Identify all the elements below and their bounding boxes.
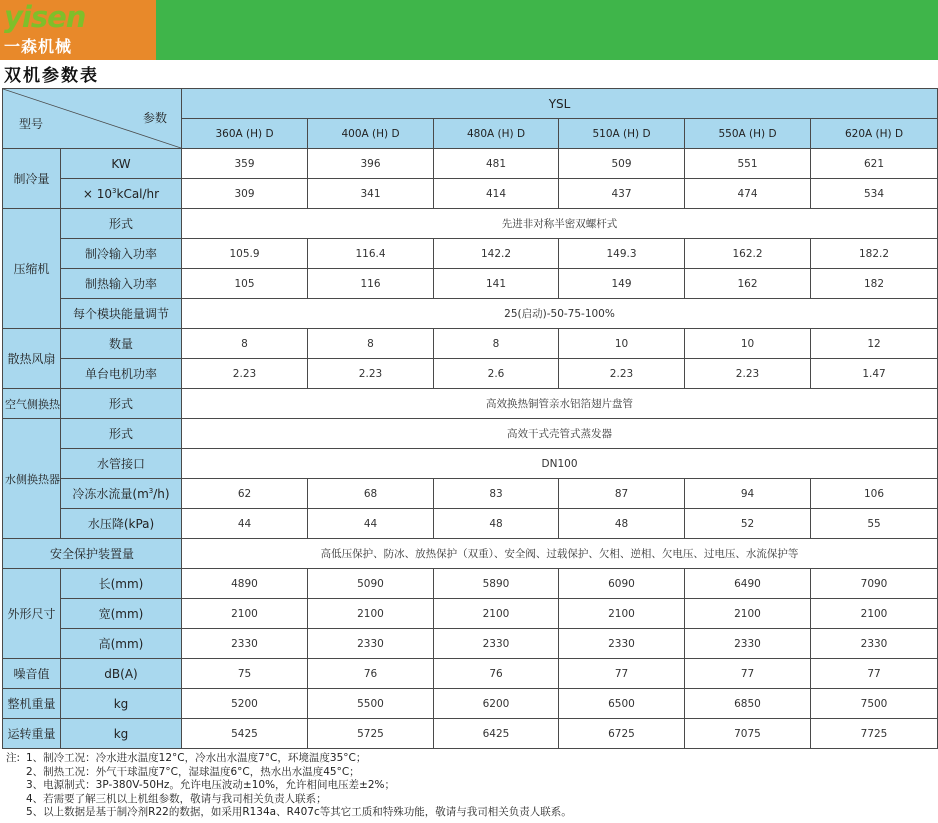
value-cell: 182 xyxy=(811,269,938,299)
value-cell: 534 xyxy=(811,179,938,209)
value-cell-merged: 先进非对称半密双螺杆式 xyxy=(182,209,938,239)
table-row xyxy=(3,539,938,569)
value-cell: 2.23 xyxy=(559,359,685,389)
value-cell: 2330 xyxy=(308,629,434,659)
table-header-row xyxy=(3,89,938,119)
param-cell: 制冷输入功率 xyxy=(61,239,182,269)
param-cell xyxy=(61,479,182,509)
brand-logo xyxy=(0,0,156,60)
table-row xyxy=(3,719,938,749)
table-row xyxy=(3,689,938,719)
category-cell: 安全保护装置量 xyxy=(3,539,182,569)
value-cell: 2100 xyxy=(685,599,811,629)
category-cell: 外形尺寸 xyxy=(3,569,61,659)
value-cell: 44 xyxy=(182,509,308,539)
header-banner xyxy=(0,0,938,60)
value-cell: 6490 xyxy=(685,569,811,599)
value-cell: 182.2 xyxy=(811,239,938,269)
param-label-part: 冷冻水流量(m xyxy=(72,487,149,501)
banner-green-bar xyxy=(156,0,938,60)
param-label-part: × 10 xyxy=(82,186,113,201)
value-cell: 6425 xyxy=(434,719,559,749)
param-cell: kg xyxy=(61,689,182,719)
param-cell: 制热输入功率 xyxy=(61,269,182,299)
category-cell: 散热风扇 xyxy=(3,329,61,389)
note-text: 5、以上数据是基于制冷剂R22的数据，如采用R134a、R407c等其它工质和特殊功能，敬请与我司相关负责人联系。 xyxy=(26,806,572,819)
param-cell: 宽(mm) xyxy=(61,599,182,629)
note-text: 4、若需要了解三机以上机组参数，敬请与我司相关负责人联系； xyxy=(26,792,327,805)
table-row xyxy=(3,359,938,389)
value-cell: 5890 xyxy=(434,569,559,599)
note-line xyxy=(6,766,572,780)
table-row xyxy=(3,389,938,419)
value-cell: 359 xyxy=(182,149,308,179)
param-cell: 高(mm) xyxy=(61,629,182,659)
table-row xyxy=(3,419,938,449)
value-cell: 149 xyxy=(559,269,685,299)
value-cell-merged: 25(启动)-50-75-100% xyxy=(182,299,938,329)
table-row xyxy=(3,269,938,299)
value-cell: 396 xyxy=(308,149,434,179)
value-cell: 116.4 xyxy=(308,239,434,269)
value-cell: 2100 xyxy=(811,599,938,629)
param-cell: 形式 xyxy=(61,419,182,449)
model-header: 480A (H) D xyxy=(434,119,559,149)
value-cell: 2100 xyxy=(308,599,434,629)
value-cell: 149.3 xyxy=(559,239,685,269)
spec-table xyxy=(2,88,938,749)
value-cell: 77 xyxy=(685,659,811,689)
table-row xyxy=(3,509,938,539)
value-cell: 2330 xyxy=(434,629,559,659)
value-cell: 87 xyxy=(559,479,685,509)
value-cell: 48 xyxy=(559,509,685,539)
series-header: YSL xyxy=(182,89,938,119)
table-row xyxy=(3,239,938,269)
category-cell: 整机重量 xyxy=(3,689,61,719)
value-cell: 2330 xyxy=(811,629,938,659)
table-row xyxy=(3,659,938,689)
note-line xyxy=(6,752,572,766)
value-cell: 2330 xyxy=(559,629,685,659)
value-cell: 2100 xyxy=(559,599,685,629)
model-header: 400A (H) D xyxy=(308,119,434,149)
category-cell: 制冷量 xyxy=(3,149,61,209)
value-cell: 621 xyxy=(811,149,938,179)
value-cell: 5725 xyxy=(308,719,434,749)
model-header: 620A (H) D xyxy=(811,119,938,149)
value-cell: 162.2 xyxy=(685,239,811,269)
table-row xyxy=(3,209,938,239)
table-row xyxy=(3,179,938,209)
table-row xyxy=(3,479,938,509)
value-cell: 105 xyxy=(182,269,308,299)
value-cell: 52 xyxy=(685,509,811,539)
param-cell: 长(mm) xyxy=(61,569,182,599)
table-row xyxy=(3,569,938,599)
value-cell: 6850 xyxy=(685,689,811,719)
value-cell: 437 xyxy=(559,179,685,209)
param-label-part: /h) xyxy=(153,487,170,501)
table-row xyxy=(3,299,938,329)
table-row xyxy=(3,449,938,479)
param-cell: KW xyxy=(61,149,182,179)
value-cell: 414 xyxy=(434,179,559,209)
param-label-part: kCal/hr xyxy=(116,186,160,201)
table-row xyxy=(3,599,938,629)
value-cell-merged: 高效换热铜管亲水铝箔翅片盘管 xyxy=(182,389,938,419)
value-cell: 162 xyxy=(685,269,811,299)
value-cell: 2330 xyxy=(182,629,308,659)
value-cell: 76 xyxy=(434,659,559,689)
param-cell: 形式 xyxy=(61,389,182,419)
category-cell: 水侧换热器 xyxy=(3,419,61,539)
value-cell: 77 xyxy=(811,659,938,689)
value-cell: 509 xyxy=(559,149,685,179)
value-cell: 6200 xyxy=(434,689,559,719)
value-cell: 5200 xyxy=(182,689,308,719)
superscript: 3 xyxy=(112,186,117,195)
value-cell: 2.23 xyxy=(182,359,308,389)
value-cell: 7725 xyxy=(811,719,938,749)
value-cell-merged: DN100 xyxy=(182,449,938,479)
value-cell: 48 xyxy=(434,509,559,539)
value-cell: 2100 xyxy=(434,599,559,629)
value-cell: 77 xyxy=(559,659,685,689)
value-cell-merged: 高效干式壳管式蒸发器 xyxy=(182,419,938,449)
value-cell: 7090 xyxy=(811,569,938,599)
value-cell: 6500 xyxy=(559,689,685,719)
note-line xyxy=(6,793,572,807)
value-cell: 7500 xyxy=(811,689,938,719)
corner-header-cell xyxy=(3,89,182,149)
page-title: 双机参数表 xyxy=(4,66,99,86)
param-cell: 形式 xyxy=(61,209,182,239)
value-cell: 8 xyxy=(308,329,434,359)
value-cell: 481 xyxy=(434,149,559,179)
superscript: 3 xyxy=(148,487,154,495)
table-row xyxy=(3,329,938,359)
value-cell: 474 xyxy=(685,179,811,209)
notes-section xyxy=(6,752,572,820)
value-cell: 8 xyxy=(182,329,308,359)
value-cell: 44 xyxy=(308,509,434,539)
value-cell: 76 xyxy=(308,659,434,689)
value-cell: 2.23 xyxy=(308,359,434,389)
corner-label-model: 型号 xyxy=(19,117,44,131)
value-cell: 2.6 xyxy=(434,359,559,389)
brand-logo-chinese: 一森机械 xyxy=(4,37,73,56)
category-cell: 噪音值 xyxy=(3,659,61,689)
param-cell xyxy=(61,179,182,209)
model-header: 510A (H) D xyxy=(559,119,685,149)
value-cell: 105.9 xyxy=(182,239,308,269)
value-cell: 10 xyxy=(685,329,811,359)
value-cell: 10 xyxy=(559,329,685,359)
value-cell: 8 xyxy=(434,329,559,359)
value-cell: 94 xyxy=(685,479,811,509)
model-header: 360A (H) D xyxy=(182,119,308,149)
param-cell: kg xyxy=(61,719,182,749)
value-cell: 5425 xyxy=(182,719,308,749)
note-text: 2、制热工况：外气干球温度7°C，湿球温度6°C，热水出水温度45°C； xyxy=(26,765,360,778)
param-cell: dB(A) xyxy=(61,659,182,689)
model-header: 550A (H) D xyxy=(685,119,811,149)
value-cell: 551 xyxy=(685,149,811,179)
value-cell: 75 xyxy=(182,659,308,689)
value-cell: 106 xyxy=(811,479,938,509)
value-cell: 2330 xyxy=(685,629,811,659)
value-cell: 12 xyxy=(811,329,938,359)
value-cell: 142.2 xyxy=(434,239,559,269)
table-row xyxy=(3,149,938,179)
value-cell: 141 xyxy=(434,269,559,299)
value-cell: 4890 xyxy=(182,569,308,599)
notes-prefix: 注: xyxy=(6,752,21,764)
param-cell: 数量 xyxy=(61,329,182,359)
param-cell: 水压降(kPa) xyxy=(61,509,182,539)
category-cell: 运转重量 xyxy=(3,719,61,749)
value-cell: 116 xyxy=(308,269,434,299)
value-cell: 341 xyxy=(308,179,434,209)
table-row xyxy=(3,629,938,659)
value-cell-merged: 高低压保护、防冰、放热保护（双重）、安全阀、过载保护、欠相、逆相、欠电压、过电压、水流保护等 xyxy=(182,539,938,569)
param-cell: 水管接口 xyxy=(61,449,182,479)
brand-logo-latin: yisen xyxy=(4,0,86,34)
param-cell: 单台电机功率 xyxy=(61,359,182,389)
note-line xyxy=(6,779,572,793)
param-cell: 每个模块能量调节 xyxy=(61,299,182,329)
value-cell: 5090 xyxy=(308,569,434,599)
note-line xyxy=(6,806,572,820)
value-cell: 62 xyxy=(182,479,308,509)
value-cell: 5500 xyxy=(308,689,434,719)
category-cell: 空气侧换热 xyxy=(3,389,61,419)
note-text: 1、制冷工况：冷水进水温度12°C，冷水出水温度7°C，环境温度35°C； xyxy=(26,752,367,764)
value-cell: 83 xyxy=(434,479,559,509)
corner-label-param: 参数 xyxy=(142,111,167,125)
value-cell: 309 xyxy=(182,179,308,209)
value-cell: 55 xyxy=(811,509,938,539)
category-cell: 压缩机 xyxy=(3,209,61,329)
value-cell: 2.23 xyxy=(685,359,811,389)
value-cell: 1.47 xyxy=(811,359,938,389)
note-text: 3、电源制式：3P-380V-50Hz。允许电压波动±10%，允许相间电压差±2%； xyxy=(26,779,396,792)
value-cell: 68 xyxy=(308,479,434,509)
value-cell: 2100 xyxy=(182,599,308,629)
value-cell: 6725 xyxy=(559,719,685,749)
value-cell: 7075 xyxy=(685,719,811,749)
value-cell: 6090 xyxy=(559,569,685,599)
